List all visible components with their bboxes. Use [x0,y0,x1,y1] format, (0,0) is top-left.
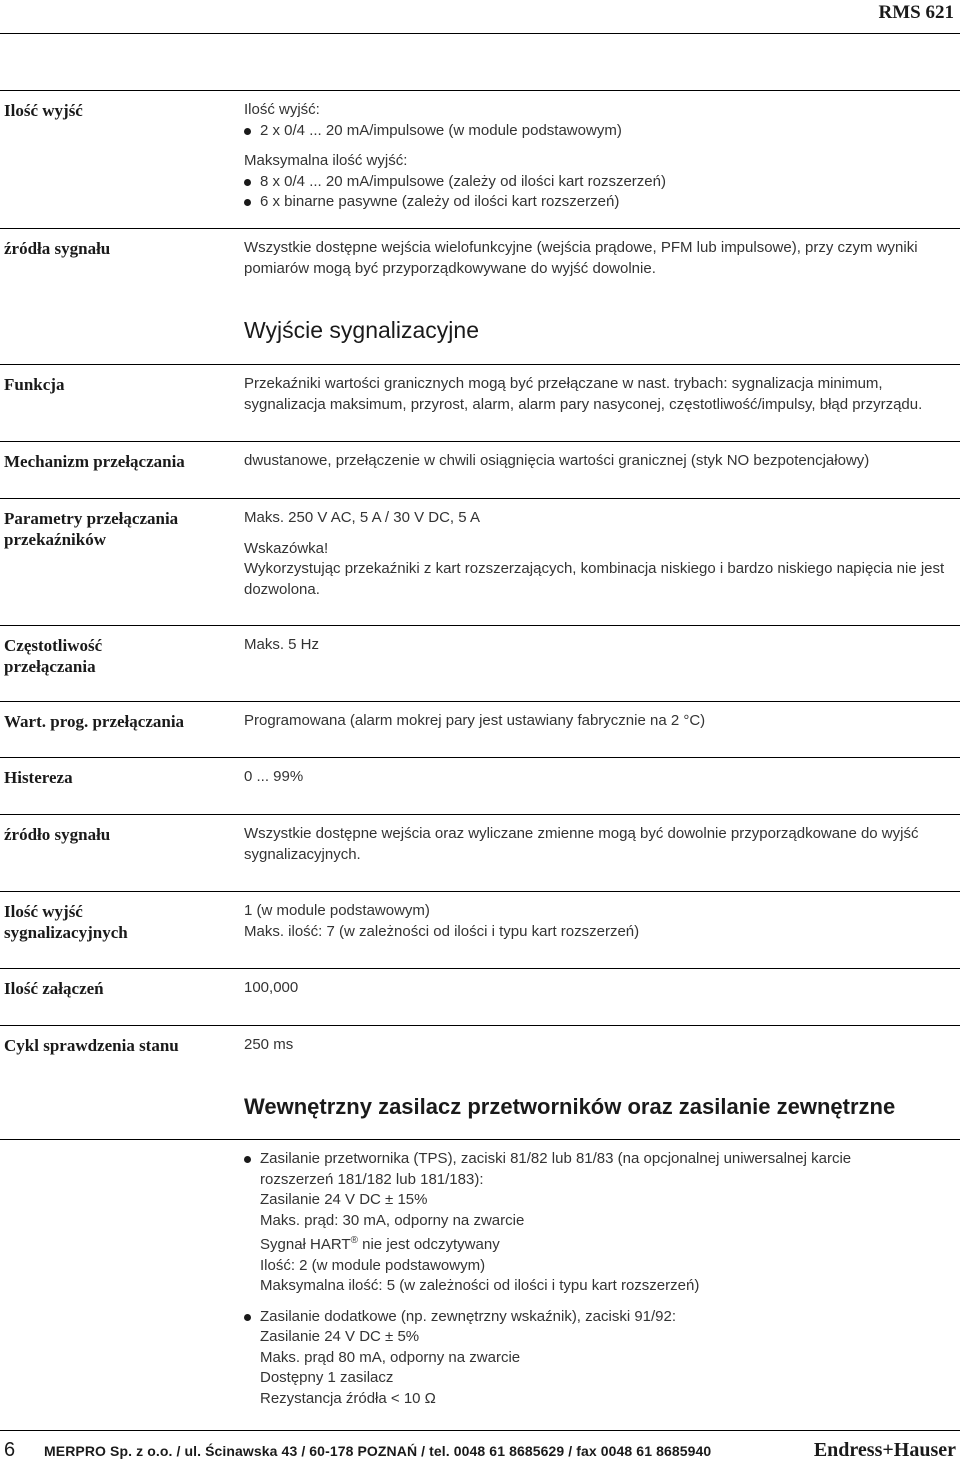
section-content [244,1149,924,1409]
page-number: 6 [4,1439,16,1461]
page-footer [0,1430,960,1465]
content-line: Maksymalna ilość: 5 (w zależności od ilości i typu kart rozszerzeń) [260,1277,700,1294]
hart-label: Sygnał HART [260,1236,351,1253]
list-item: 2 x 0/4 ... 20 mA/impulsowe (w module podstawowym) [244,121,956,142]
content-line: Zasilanie przetwornika (TPS), zaciski 81/82 lub 81/83 (na opcjonalnej uniwersalnej karcie rozszerzeń 181/182 lub 181/183): [260,1150,852,1188]
section-separator [0,90,960,91]
section-label: Cykl sprawdzenia stanu [4,1036,179,1055]
section-separator [0,625,960,626]
content-line: Zasilanie dodatkowe (np. zewnętrzny wskaźnik), zaciski 91/92: [260,1307,677,1325]
section-label: Ilość wyjść [4,101,83,120]
section-content [244,508,956,600]
section-content [244,901,956,942]
note-text: Wykorzystując przekaźniki z kart rozszerzających, kombinacja niskiego i bardzo niskiego napięcia nie jest dozwolona. [244,560,945,598]
section-separator [0,968,960,969]
content-line: 1 (w module podstawowym) [244,902,430,919]
footer-rule [0,1430,960,1431]
section-label: Ilość wyjść sygnalizacyjnych [4,902,128,942]
section-label: Ilość załączeń [4,979,104,998]
section-separator [0,1139,960,1140]
section-label: źródła sygnału [4,239,111,258]
section-content: Przekaźniki wartości granicznych mogą być przełączane w nast. trybach: sygnalizacja minimum, sygnalizacja maksimum, przyrost, alarm, alarm pary nasyconej, częstotliwość/impulsy, błąd przyrządu. [244,375,923,413]
hart-line [260,1231,924,1256]
section-separator [0,891,960,892]
content-line: Zasilanie 24 V DC ± 5% [260,1328,420,1345]
content-line: Zasilanie 24 V DC ± 15% [260,1191,428,1208]
max-outputs-label: Maksymalna ilość wyjść: [244,152,408,169]
registered-mark: ® [350,1235,358,1246]
hart-suffix: nie jest odczytywany [357,1236,500,1253]
section-content: 250 ms [244,1036,294,1053]
list-item: 8 x 0/4 ... 20 mA/impulsowe (zależy od ilości kart rozszerzeń) [244,172,956,193]
section-label: Histereza [4,768,73,787]
content-line: Ilość: 2 (w module podstawowym) [260,1256,486,1274]
list-item: 6 x binarne pasywne (zależy od ilości kart rozszerzeń) [244,192,956,213]
outputs-list [244,121,956,142]
section-content: Wszystkie dostępne wejścia wielofunkcyjne (wejścia prądowe, PFM lub impulsowe), przy czym wyniki pomiarów mogą być przyporządkowywane do wyjść dowolnie. [244,239,918,277]
section-label: Częstotliwość przełączania [4,636,103,676]
relay-rating: Maks. 250 V AC, 5 A / 30 V DC, 5 A [244,509,480,526]
section-label: Parametry przełączania przekaźników [4,509,179,549]
content-line: Dostępny 1 zasilacz [260,1369,394,1386]
note-title: Wskazówka! [244,539,329,557]
section-separator [0,757,960,758]
section-label: źródło sygnału [4,825,111,844]
max-outputs-list [244,172,956,213]
content-line: Rezystancja źródła < 10 Ω [260,1389,436,1407]
section-separator [0,701,960,702]
content-line: Maks. prąd: 30 mA, odporny na zwarcie [260,1211,525,1229]
brand-logo: Endress+Hauser [813,1439,956,1461]
content-line: Maks. ilość: 7 (w zależności od ilości i typu kart rozszerzeń) [244,922,640,940]
list-item [244,1307,924,1410]
section-separator [0,498,960,499]
section-content: Programowana (alarm mokrej pary jest ustawiany fabrycznie na 2 °C) [244,712,706,729]
section-content [244,100,956,213]
section-label: Mechanizm przełączania [4,452,185,471]
section-content: Wszystkie dostępne wejścia oraz wyliczane zmienne mogą być dowolnie przyporządkowane do wyjść sygnalizacyjnych. [244,825,919,863]
section-content: 100,000 [244,979,299,996]
outputs-intro: Ilość wyjść: [244,101,320,118]
section-content: 0 ... 99% [244,768,304,785]
section-separator [0,364,960,365]
content-line: Maks. prąd 80 mA, odporny na zwarcie [260,1348,521,1366]
section-separator [0,1025,960,1026]
company-address: MERPRO Sp. z o.o. / ul. Ścinawska 43 / 60-178 POZNAŃ / tel. 0048 61 8685629 / fax 0048 61 8685940 [44,1443,712,1459]
section-separator [0,441,960,442]
heading-signal-output: Wyjście sygnalizacyjne [244,317,479,343]
section-separator [0,228,960,229]
list-item [244,1149,924,1297]
supply-list [244,1149,924,1409]
header-rule [0,33,960,34]
section-label: Funkcja [4,375,65,394]
section-separator [0,814,960,815]
section-label: Wart. prog. przełączania [4,712,185,731]
document-title: RMS 621 [878,2,954,23]
section-content: dwustanowe, przełączenie w chwili osiągnięcia wartości granicznej (styk NO bezpotencjałowy) [244,452,870,469]
section-content: Maks. 5 Hz [244,636,320,653]
heading-power-supply: Wewnętrzny zasilacz przetworników oraz zasilanie zewnętrzne [244,1094,896,1119]
